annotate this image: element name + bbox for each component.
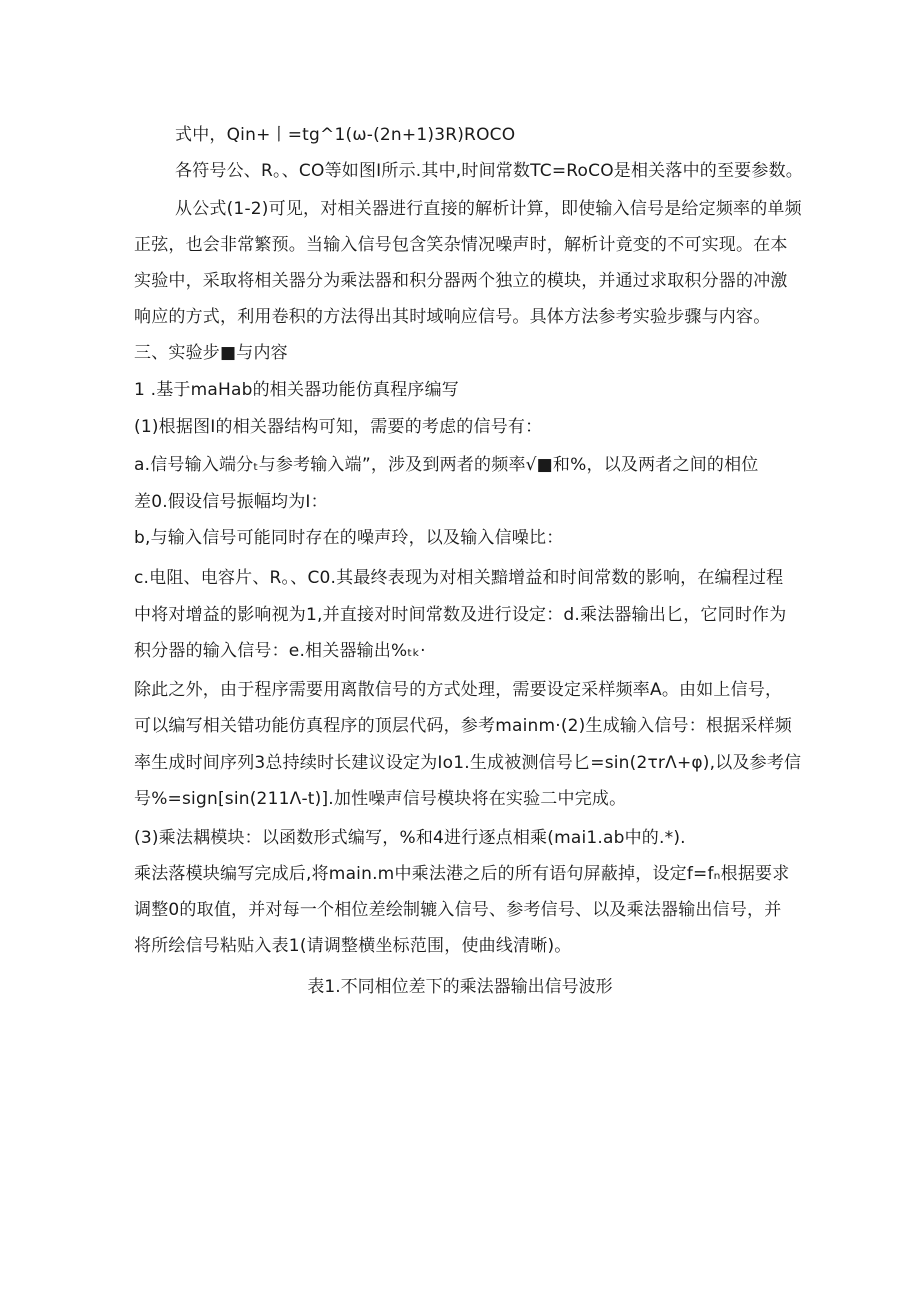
text-line-formula: 式中，Qin+丨=tg^1(ω-(2n+1)3R)ROCO — [175, 125, 516, 145]
text-line: 乘法落模块编写完成后,将main.m中乘法港之后的所有语句屏蔽掉，设定f=fₙ根据要求 — [134, 864, 790, 884]
text-line: 中将对增益的影响视为1,并直接对时间常数及进行设定：d.乘法器输出匕，它同时作为 — [134, 605, 787, 625]
text-line: 从公式(1-2)可见，对相关器进行直接的解析计算，即使输入信号是给定频率的单频 — [175, 199, 802, 219]
text-line: 各符号公、R。、CO等如图I所示.其中,时间常数TC=RoCO是相关落中的至要参数。 — [175, 161, 803, 181]
text-line: 可以编写相关错功能仿真程序的顶层代码，参考mainm·(2)生成输入信号：根据采样频 — [134, 716, 792, 736]
text-line: (1)根据图I的相关器结构可知，需要的考虑的信号有： — [134, 417, 543, 437]
text-line: 实验中，采取将相关器分为乘法器和积分器两个独立的模块，并通过求取积分器的冲激 — [134, 271, 788, 291]
text-line: 率生成时间序列3总持续时长建议设定为Io1.生成被测信号匕=sin(2τrΛ+φ),以及参考信 — [134, 753, 802, 773]
subsection-heading: 1 .基于maHab的相关器功能仿真程序编写 — [134, 380, 459, 400]
text-line: 响应的方式，利用卷积的方法得出其时域响应信号。具体方法参考实验步骤与内容。 — [134, 307, 771, 327]
text-line: 积分器的输入信号：e.相关器输出%ₜₖ· — [134, 641, 426, 661]
text-line: 将所绘信号粘贴入表1(请调整横坐标范围，使曲线清晰)。 — [134, 936, 572, 956]
text-line: (3)乘法耦模块：以函数形式编写，%和4进行逐点相乘(mai1.ab中的.*). — [134, 828, 686, 848]
text-line: c.电阻、电容片、R。、C0.其最终表现为对相关黯增益和时间常数的影响，在编程过程 — [134, 568, 784, 588]
text-line: 号%=sign[sin(211Λ-t)].加性噪声信号模块将在实验二中完成。 — [134, 789, 627, 809]
text-line: 差0.假设信号振幅均为I： — [134, 492, 328, 512]
section-heading: 三、实验步■与内容 — [134, 343, 288, 363]
text-line: b,与输入信号可能同时存在的噪声玲，以及输入信噪比： — [134, 528, 564, 548]
text-line: 除此之外，由于程序需要用离散信号的方式处理，需要设定采样频率A。由如上信号， — [134, 680, 783, 700]
text-line: 调整0的取值，并对每一个相位差绘制辘入信号、参考信号、以及乘法器输出信号，并 — [134, 900, 782, 920]
text-line: a.信号输入端分ₜ与参考输入端”，涉及到两者的频率√■和%，以及两者之间的相位 — [134, 455, 759, 475]
text-line: 正弦，也会非常繁预。当输入信号包含笑杂情况噪声时，解析计竟变的不可实现。在本 — [134, 235, 788, 255]
table-caption: 表1.不同相位差下的乘法器输出信号波形 — [307, 977, 613, 997]
